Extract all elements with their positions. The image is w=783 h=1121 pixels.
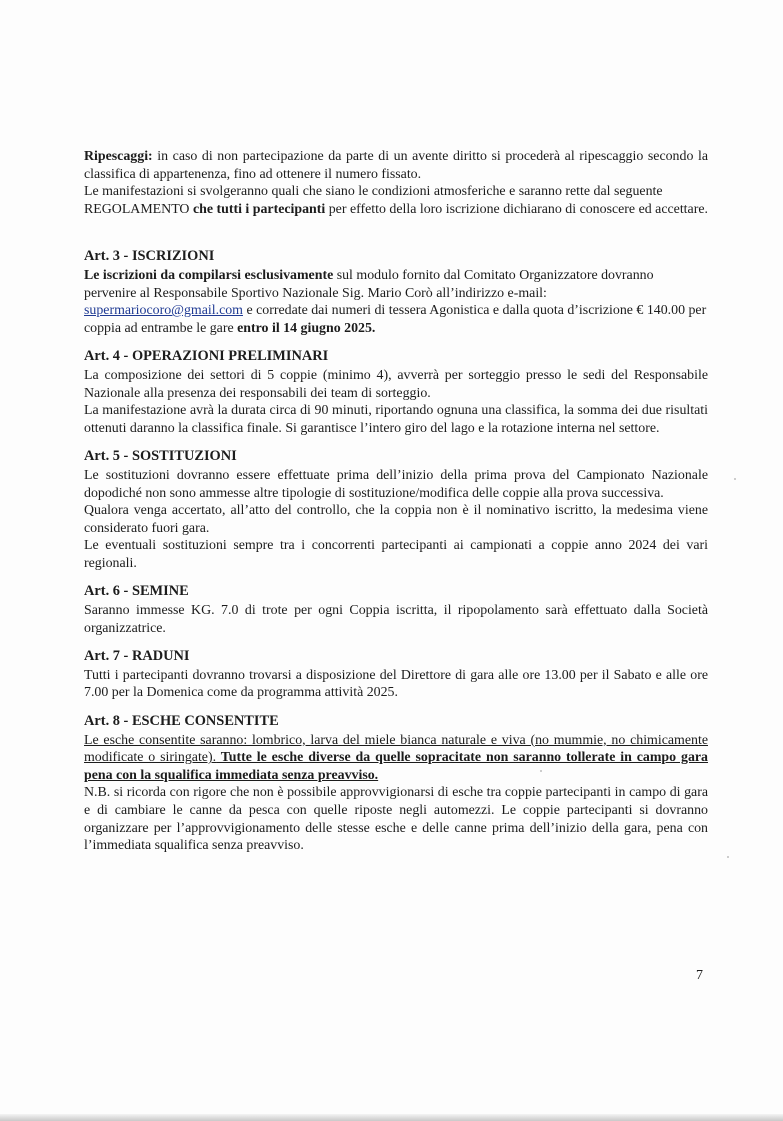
document-body [84,148,708,855]
article-5-paragraph-2: Qualora venga accertato, all’atto del controllo, che la coppia non è il nominativo iscritto, la medesima viene considerato fuori gara. [84,503,708,536]
ripescaggi-label: Ripescaggi: [84,149,153,164]
intro-conditions-paragraph [84,183,708,218]
article-3-section [84,248,708,337]
article-3-text2: e corredate dai numeri di tessera Agonistica e dalla quota d’iscrizione € 140.00 per coppia ad entrambe le gare [84,303,707,336]
article-8-prohibition: Tutte le esche diverse da quelle sopracitate non saranno tollerate in campo gara pena con la squalifica immediata senza preavviso. [84,750,709,783]
article-7-paragraph: Tutti i partecipanti dovranno trovarsi a disposizione del Direttore di gara alle ore 13.00 per il Sabato e alle ore 7.00 per la Domenica come da programma attività 2025. [84,667,708,701]
article-3-deadline: entro il 14 giugno 2025. [237,320,376,336]
intro-line2-bold: che tutti i partecipanti [192,201,326,217]
page-number: 7 [696,968,703,983]
article-3-bold-start: Le iscrizioni da compilarsi esclusivamente [84,267,334,283]
scan-artifact [727,856,729,858]
intro-line2-start: Le manifestazioni si svolgeranno quali che siano le condizioni atmosferiche e saranno rette dal seguente REGOLAMENTO [84,184,663,217]
article-7-title: Art. 7 - RADUNI [84,648,190,665]
article-3-paragraph [84,267,708,337]
contact-email-link[interactable]: supermariocoro@gmail.com [84,303,243,319]
article-4-section [84,348,708,437]
article-5-paragraph-3: Le eventuali sostituzioni sempre tra i concorrenti partecipanti ai campionati a coppie anno 2024 dei vari regionali. [84,538,708,571]
article-5-paragraph-1: Le sostituzioni dovranno essere effettuate prima dell’inizio della prima prova del Campionato Nazionale dopodiché non sono ammesse altre tipologie di sostituzione/modifica delle coppie alla prova successiva. [84,467,708,501]
article-4-title: Art. 4 - OPERAZIONI PRELIMINARI [84,348,329,365]
intro-line2-end: per effetto della loro iscrizione dichiarano di conoscere ed accettare. [325,201,708,217]
article-6-title: Art. 6 - SEMINE [84,583,189,600]
article-3-text1: sul modulo fornito dal Comitato Organizzatore dovranno pervenire al Responsabile Sportivo Nazionale Sig. Mario Corò all’indirizzo e-mail: [84,267,654,301]
ripescaggi-text: in caso di non partecipazione da parte di un avente diritto si procederà al ripescaggio secondo la classifica di appartenenza, fino ad ottenere il numero fissato. [84,149,708,182]
scan-artifact [734,478,736,480]
article-4-paragraph-2: La manifestazione avrà la durata circa di 90 minuti, riportando ognuna una classifica, la somma dei due risultati ottenuti daranno la classifica finale. Si garantisce l’intero giro del lago e la rotazione interna nel settore. [84,403,708,436]
article-8-note-paragraph: N.B. si ricorda con rigore che non è possibile approvvigionarsi di esche tra coppie partecipanti in campo di gara e di cambiare le canne da pesca con quelle riposte negli automezzi. Le coppie partecipanti si dovranno organizzare per l’approvvigionamento delle stesse esche e delle canne prima dell’inizio della gara, pena con l’immediata squalifica senza preavviso. [84,785,708,854]
article-4-paragraph-1: La composizione dei settori di 5 coppie (minimo 4), avverrà per sorteggio presso le sedi del Responsabile Nazionale alla presenza dei responsabili dei team di sorteggio. [84,367,708,401]
article-6-section [84,583,708,637]
article-5-section [84,448,708,572]
article-5-title: Art. 5 - SOSTITUZIONI [84,448,237,465]
article-6-paragraph: Saranno immesse KG. 7.0 di trote per ogni Coppia iscritta, il ripopolamento sarà effettuato dalla Società organizzatrice. [84,603,708,636]
article-8-section [84,713,708,855]
intro-ripescaggi-paragraph [84,148,708,183]
article-3-title: Art. 3 - ISCRIZIONI [84,248,215,265]
scan-artifact [540,770,542,772]
scan-edge [0,1114,783,1121]
article-7-section [84,648,708,702]
article-8-rules-paragraph [84,732,708,785]
article-8-title: Art. 8 - ESCHE CONSENTITE [84,713,279,730]
article-8-allowed-baits: Le esche consentite saranno: lombrico, larva del miele bianca naturale e viva (no mummie, no chimicamente modificate o siringate). [84,732,708,766]
